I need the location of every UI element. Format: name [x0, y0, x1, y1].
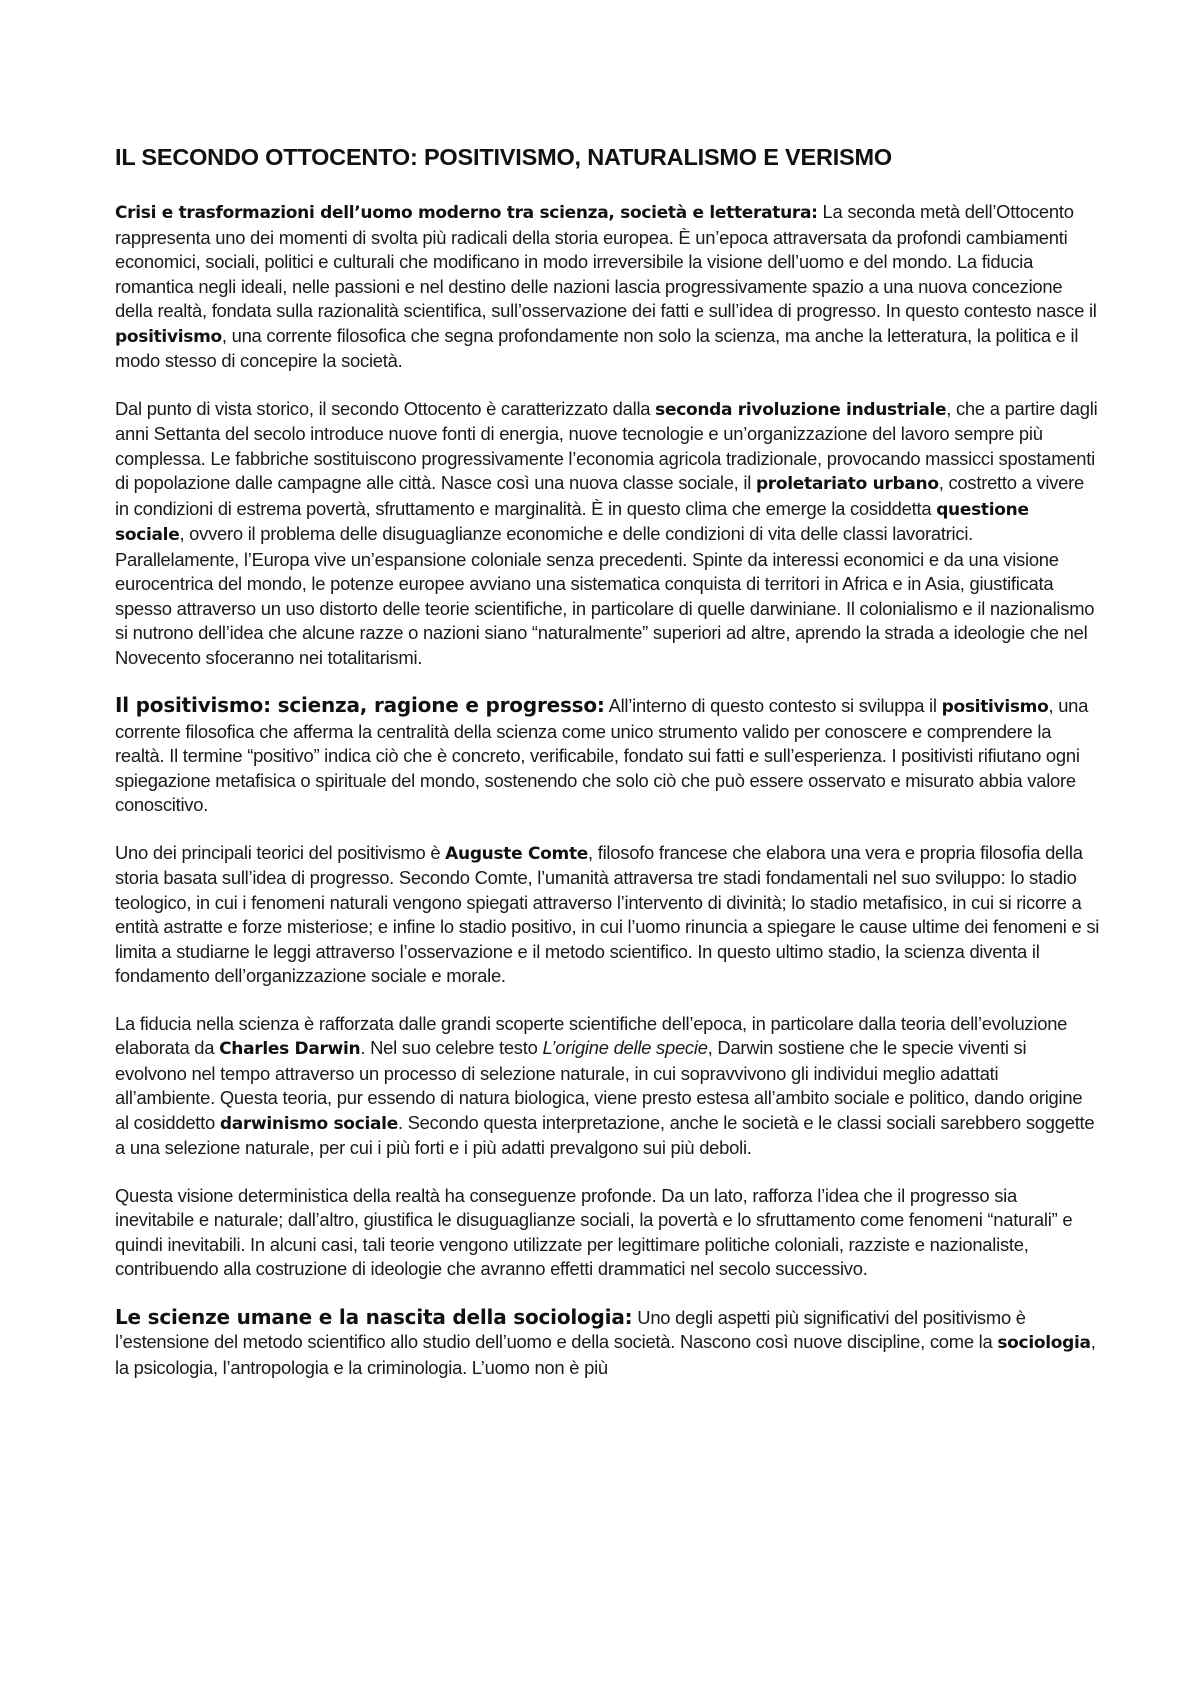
keyword-auguste-comte: Auguste Comte — [445, 843, 589, 864]
paragraph-text: , Darwin sostiene che le specie viventi si evolvono nel tempo attraverso un processo di selezione naturale, in cui sopravvivono gli individui meglio adattati all’ambiente. Questa teoria, pur essendo di natura biologica, viene presto estesa all’ambito sociale e politico, dando origine al cosiddetto — [115, 1037, 1083, 1133]
keyword-positivismo: positivismo — [941, 697, 1049, 717]
paragraph-text: , ovvero il problema delle disuguaglianze economiche e delle condizioni di vita delle classi lavoratrici. Parallelamente, l’Europa vive un’espansione coloniale senza precedenti. Spinte da interessi economici e da una visione eurocentrica del mondo, le potenze europee avviano una sistematica conquista di territori in Africa e in Asia, giustificata spesso attraverso un uso distorto delle teorie scientifiche, in particolare di quelle darwiniane. Il colonialismo e il nazionalismo si nutrono dell’idea che alcune razze o nazioni siano “naturalmente” superiori ad altre, aprendo la strada a ideologie che nel Novecento sfoceranno nei totalitarismi. — [115, 523, 1095, 668]
section-heading-scienze-umane: Le scienze umane e la nascita della sociologia: — [115, 1304, 633, 1329]
paragraph-darwin — [115, 1012, 1100, 1161]
paragraph-text: Dal punto di vista storico, il secondo Ottocento è caratterizzato dalla — [115, 397, 656, 419]
paragraph-text: , una corrente filosofica che segna profondamente non solo la scienza, ma anche la letteratura, la politica e il modo stesso di concepire la società. — [115, 324, 1079, 371]
paragraph-determinismo — [115, 1184, 1100, 1282]
keyword-positivismo: positivismo — [115, 326, 222, 347]
paragraph-text: Uno dei principali teorici del positivismo è — [115, 841, 446, 863]
paragraph-text: , filosofo francese che elabora una vera e propria filosofia della storia basata sull’idea di progresso. Secondo Comte, l’umanità attraversa tre stadi fondamentali nel suo sviluppo: lo stadio teologico, in cui i fenomeni naturali vengono spiegati attraverso l’intervento di divinità; lo stadio metafisico, in cui si ricorre a entità astratte e forze misteriose; e infine lo stadio positivo, in cui l’uomo rinuncia a spiegare le cause ultime dei fenomeni e si limita a studiarne le leggi attraverso l’osservazione e il metodo scientifico. In questo ultimo stadio, la scienza diventa il fondamento dell’organizzazione sociale e morale. — [115, 841, 1100, 986]
paragraph-text: , la psicologia, l’antropologia e la criminologia. L’uomo non è più — [115, 1331, 1096, 1378]
paragraph-text: . Nel suo celebre testo — [360, 1037, 543, 1058]
keyword-seconda-rivoluzione-industriale: seconda rivoluzione industriale — [655, 399, 947, 420]
keyword-darwinismo-sociale: darwinismo sociale — [219, 1113, 398, 1134]
keyword-sociologia: sociologia — [997, 1333, 1091, 1353]
keyword-proletariato-urbano: proletariato urbano — [755, 474, 939, 494]
paragraph-comte — [115, 841, 1100, 989]
keyword-questione-sociale: questione sociale — [115, 499, 1029, 545]
section-heading-positivismo: Il positivismo: scienza, ragione e progresso: — [115, 693, 605, 717]
paragraph-scienze-umane — [115, 1305, 1100, 1381]
paragraph-contesto-storico — [115, 397, 1100, 671]
paragraph-text: , costretto a vivere in condizioni di estrema povertà, sfruttamento e marginalità. È in questo clima che emerge la cosiddetta — [115, 472, 1085, 519]
paragraph-text: Uno degli aspetti più significativi del positivismo è l’estensione del metodo scientifico allo studio dell’uomo e della società. Nascono così nuove discipline, come la — [115, 1306, 1026, 1352]
paragraph-text: La seconda metà dell’Ottocento rappresenta uno dei momenti di svolta più radicali della storia europea. È un’epoca attraversata da profondi cambiamenti economici, sociali, politici e culturali che modificano in modo irreversibile la visione dell’uomo e del mondo. La fiducia romantica negli ideali, nelle passioni e nel destino delle nazioni lascia progressivamente spazio a una nuova concezione della realtà, fondata sulla razionalità scientifica, sull’osservazione dei fatti e sull’idea di progresso. In questo contesto nasce il — [115, 201, 1097, 321]
paragraph-text: All’interno di questo contesto si sviluppa il — [604, 695, 942, 716]
paragraph-text: La fiducia nella scienza è rafforzata dalle grandi scoperte scientifiche dell’epoca, in particolare dalla teoria dell’evoluzione elaborata da — [115, 1012, 1068, 1058]
document-body — [115, 142, 1100, 1403]
paragraph-text: , una corrente filosofica che afferma la centralità della scienza come unico strumento valido per conoscere e comprendere la realtà. Il termine “positivo” indica ciò che è concreto, verificabile, fondato sui fatti e sull’esperienza. I positivisti rifiutano ogni spiegazione metafisica o spirituale del mondo, sostenendo che solo ciò che può essere osservato e misurato abbia valore conoscitivo. — [115, 695, 1089, 815]
paragraph-text: , che a partire dagli anni Settanta del secolo introduce nuove fonti di energia, nuove tecnologie e un’organizzazione del lavoro sempre più complessa. Le fabbriche sostituiscono progressivamente l’economia agricola tradizionale, provocando massicci spostamenti di popolazione dalle campagne alle città. Nasce così una nuova classe sociale, il — [115, 397, 1098, 493]
lead-crisi: Crisi e trasformazioni dell’uomo moderno tra scienza, società e letteratura: — [115, 203, 818, 223]
paragraph-positivismo — [115, 693, 1100, 818]
paragraph-crisi — [115, 200, 1100, 374]
paragraph-text: . Secondo questa interpretazione, anche le società e le classi sociali sarebbero soggette a una selezione naturale, per cui i più forti e i più adatti prevalgono sui più deboli. — [115, 1111, 1095, 1158]
keyword-charles-darwin: Charles Darwin — [219, 1039, 361, 1059]
book-title-origine-specie: L’origine delle specie — [542, 1037, 708, 1058]
paragraph-text: Questa visione deterministica della realtà ha conseguenze profonde. Da un lato, rafforza l’idea che il progresso sia inevitabile e naturale; dall’altro, giustifica le disuguaglianze sociali, la povertà e lo sfruttamento come fenomeni “naturali” e quindi inevitabili. In alcuni casi, tali teorie vengono utilizzate per legittimare politiche coloniali, razziste e nazionaliste, contribuendo alla costruzione di ideologie che avranno effetti drammatici nel secolo successivo. — [115, 1184, 1073, 1279]
document-title: IL SECONDO OTTOCENTO: POSITIVISMO, NATURALISMO E VERISMO — [115, 144, 892, 170]
